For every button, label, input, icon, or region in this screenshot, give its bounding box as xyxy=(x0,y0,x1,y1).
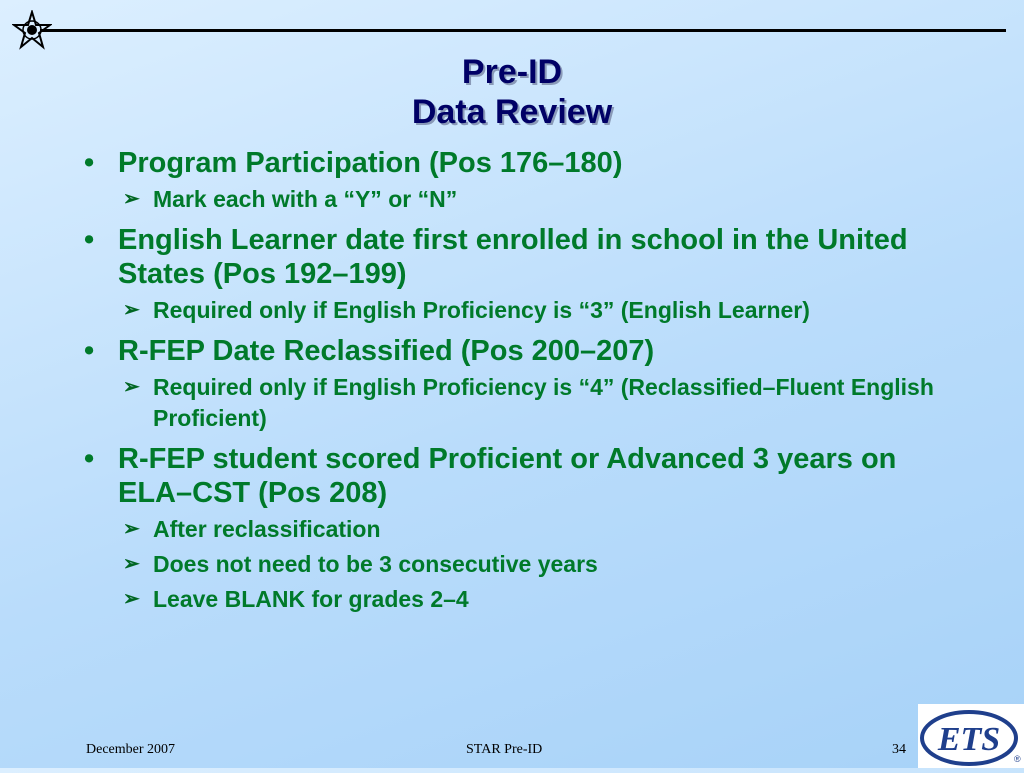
bullet-dot-icon: • xyxy=(84,224,95,256)
sub-bullet-item xyxy=(123,514,958,545)
page-number: 34 xyxy=(892,742,906,757)
arrow-bullet-icon: ➢ xyxy=(123,376,140,398)
registered-mark: ® xyxy=(1014,754,1021,764)
slide-title xyxy=(0,50,1024,130)
sub-bullet-text: After reclassification xyxy=(153,516,381,542)
arrow-bullet-icon: ➢ xyxy=(123,299,140,321)
bullet-dot-icon: • xyxy=(84,147,95,179)
arrow-bullet-icon: ➢ xyxy=(123,553,140,575)
bullet-list xyxy=(78,138,958,615)
bullet-text: R-FEP Date Reclassified (Pos 200–207) xyxy=(118,335,655,367)
sub-bullet-item xyxy=(123,549,958,580)
bullet-dot-icon: • xyxy=(84,443,95,475)
bullet-text: R-FEP student scored Proficient or Advanced 3 years on ELA–CST (Pos 208) xyxy=(118,443,897,509)
bullet-item xyxy=(78,146,958,180)
sub-bullet-item xyxy=(123,184,958,215)
top-rule-divider xyxy=(40,29,1006,32)
ets-logo xyxy=(918,704,1024,768)
bullet-item xyxy=(78,334,958,368)
arrow-bullet-icon: ➢ xyxy=(123,588,140,610)
sub-bullet-item xyxy=(123,295,958,326)
slide-title-line-2: Data Review xyxy=(411,93,613,131)
sub-bullet-item xyxy=(123,372,958,434)
footer-date: December 2007 xyxy=(86,742,176,757)
slide-title-line-1: Pre-ID xyxy=(461,53,563,91)
sub-bullet-text: Mark each with a “Y” or “N” xyxy=(153,186,458,212)
sub-bullet-text: Required only if English Proficiency is “4” (Reclassified–Fluent English Proficient) xyxy=(153,374,934,431)
arrow-bullet-icon: ➢ xyxy=(123,518,140,540)
bullet-item xyxy=(78,223,958,291)
ets-logo-icon xyxy=(918,704,1024,768)
bullet-text: Program Participation (Pos 176–180) xyxy=(118,147,623,179)
sub-bullet-item xyxy=(123,584,958,615)
bullet-item xyxy=(78,442,958,510)
sub-bullet-text: Does not need to be 3 consecutive years xyxy=(153,551,598,577)
bullet-dot-icon: • xyxy=(84,335,95,367)
ets-logo-text: ETS xyxy=(937,721,1001,758)
arrow-bullet-icon: ➢ xyxy=(123,188,140,210)
sub-bullet-text: Required only if English Proficiency is “3” (English Learner) xyxy=(153,297,810,323)
sub-bullet-text: Leave BLANK for grades 2–4 xyxy=(153,586,469,612)
bullet-text: English Learner date first enrolled in school in the United States (Pos 192–199) xyxy=(118,224,908,290)
footer-title: STAR Pre-ID xyxy=(466,742,543,757)
